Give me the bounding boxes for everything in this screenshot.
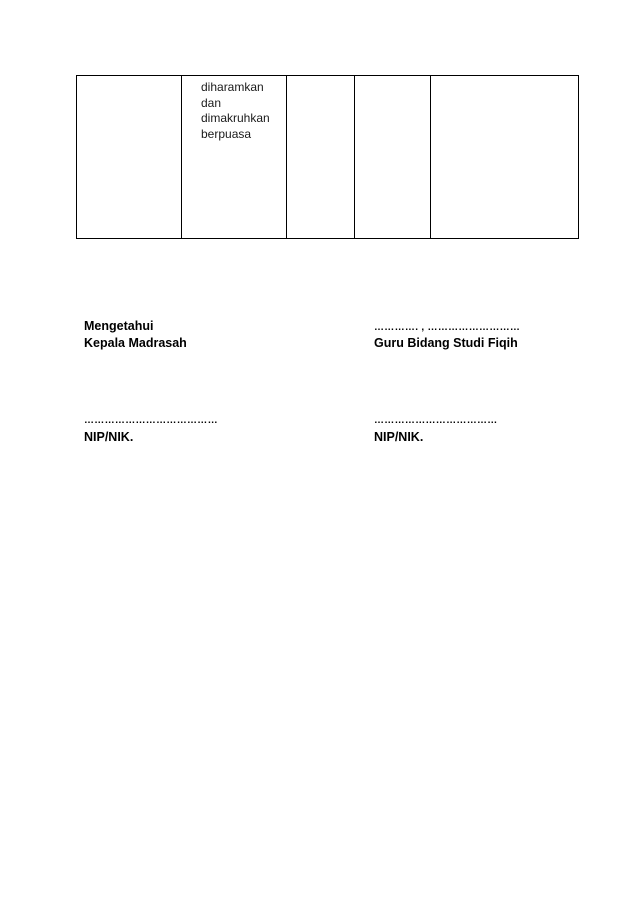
signature-left-name-line: ………………………………… xyxy=(84,415,218,426)
table-cell-4 xyxy=(355,76,431,239)
signature-right-name-line: ……………………………… xyxy=(374,415,498,426)
cell-4-text xyxy=(355,76,430,80)
signature-left-nip: NIP/NIK. xyxy=(84,430,134,444)
table-row xyxy=(77,76,579,239)
signature-right-role: Guru Bidang Studi Fiqih xyxy=(374,336,518,350)
cell-2-text: diharamkan dan dimakruhkan berpuasa xyxy=(201,80,270,141)
signature-left-role: Kepala Madrasah xyxy=(84,336,187,350)
cell-3-text xyxy=(287,76,354,80)
signature-right-place-date: …………. , ……………………… xyxy=(374,322,521,333)
table-cell-1 xyxy=(77,76,182,239)
cell-5-text xyxy=(431,76,578,80)
cell-1-text xyxy=(77,76,181,80)
table-cell-3 xyxy=(287,76,355,239)
table-cell-5 xyxy=(431,76,579,239)
table-cell-2 xyxy=(182,76,287,239)
signature-right-nip: NIP/NIK. xyxy=(374,430,424,444)
signature-left-acknowledged-label: Mengetahui xyxy=(84,319,154,333)
lesson-plan-table xyxy=(76,75,579,239)
